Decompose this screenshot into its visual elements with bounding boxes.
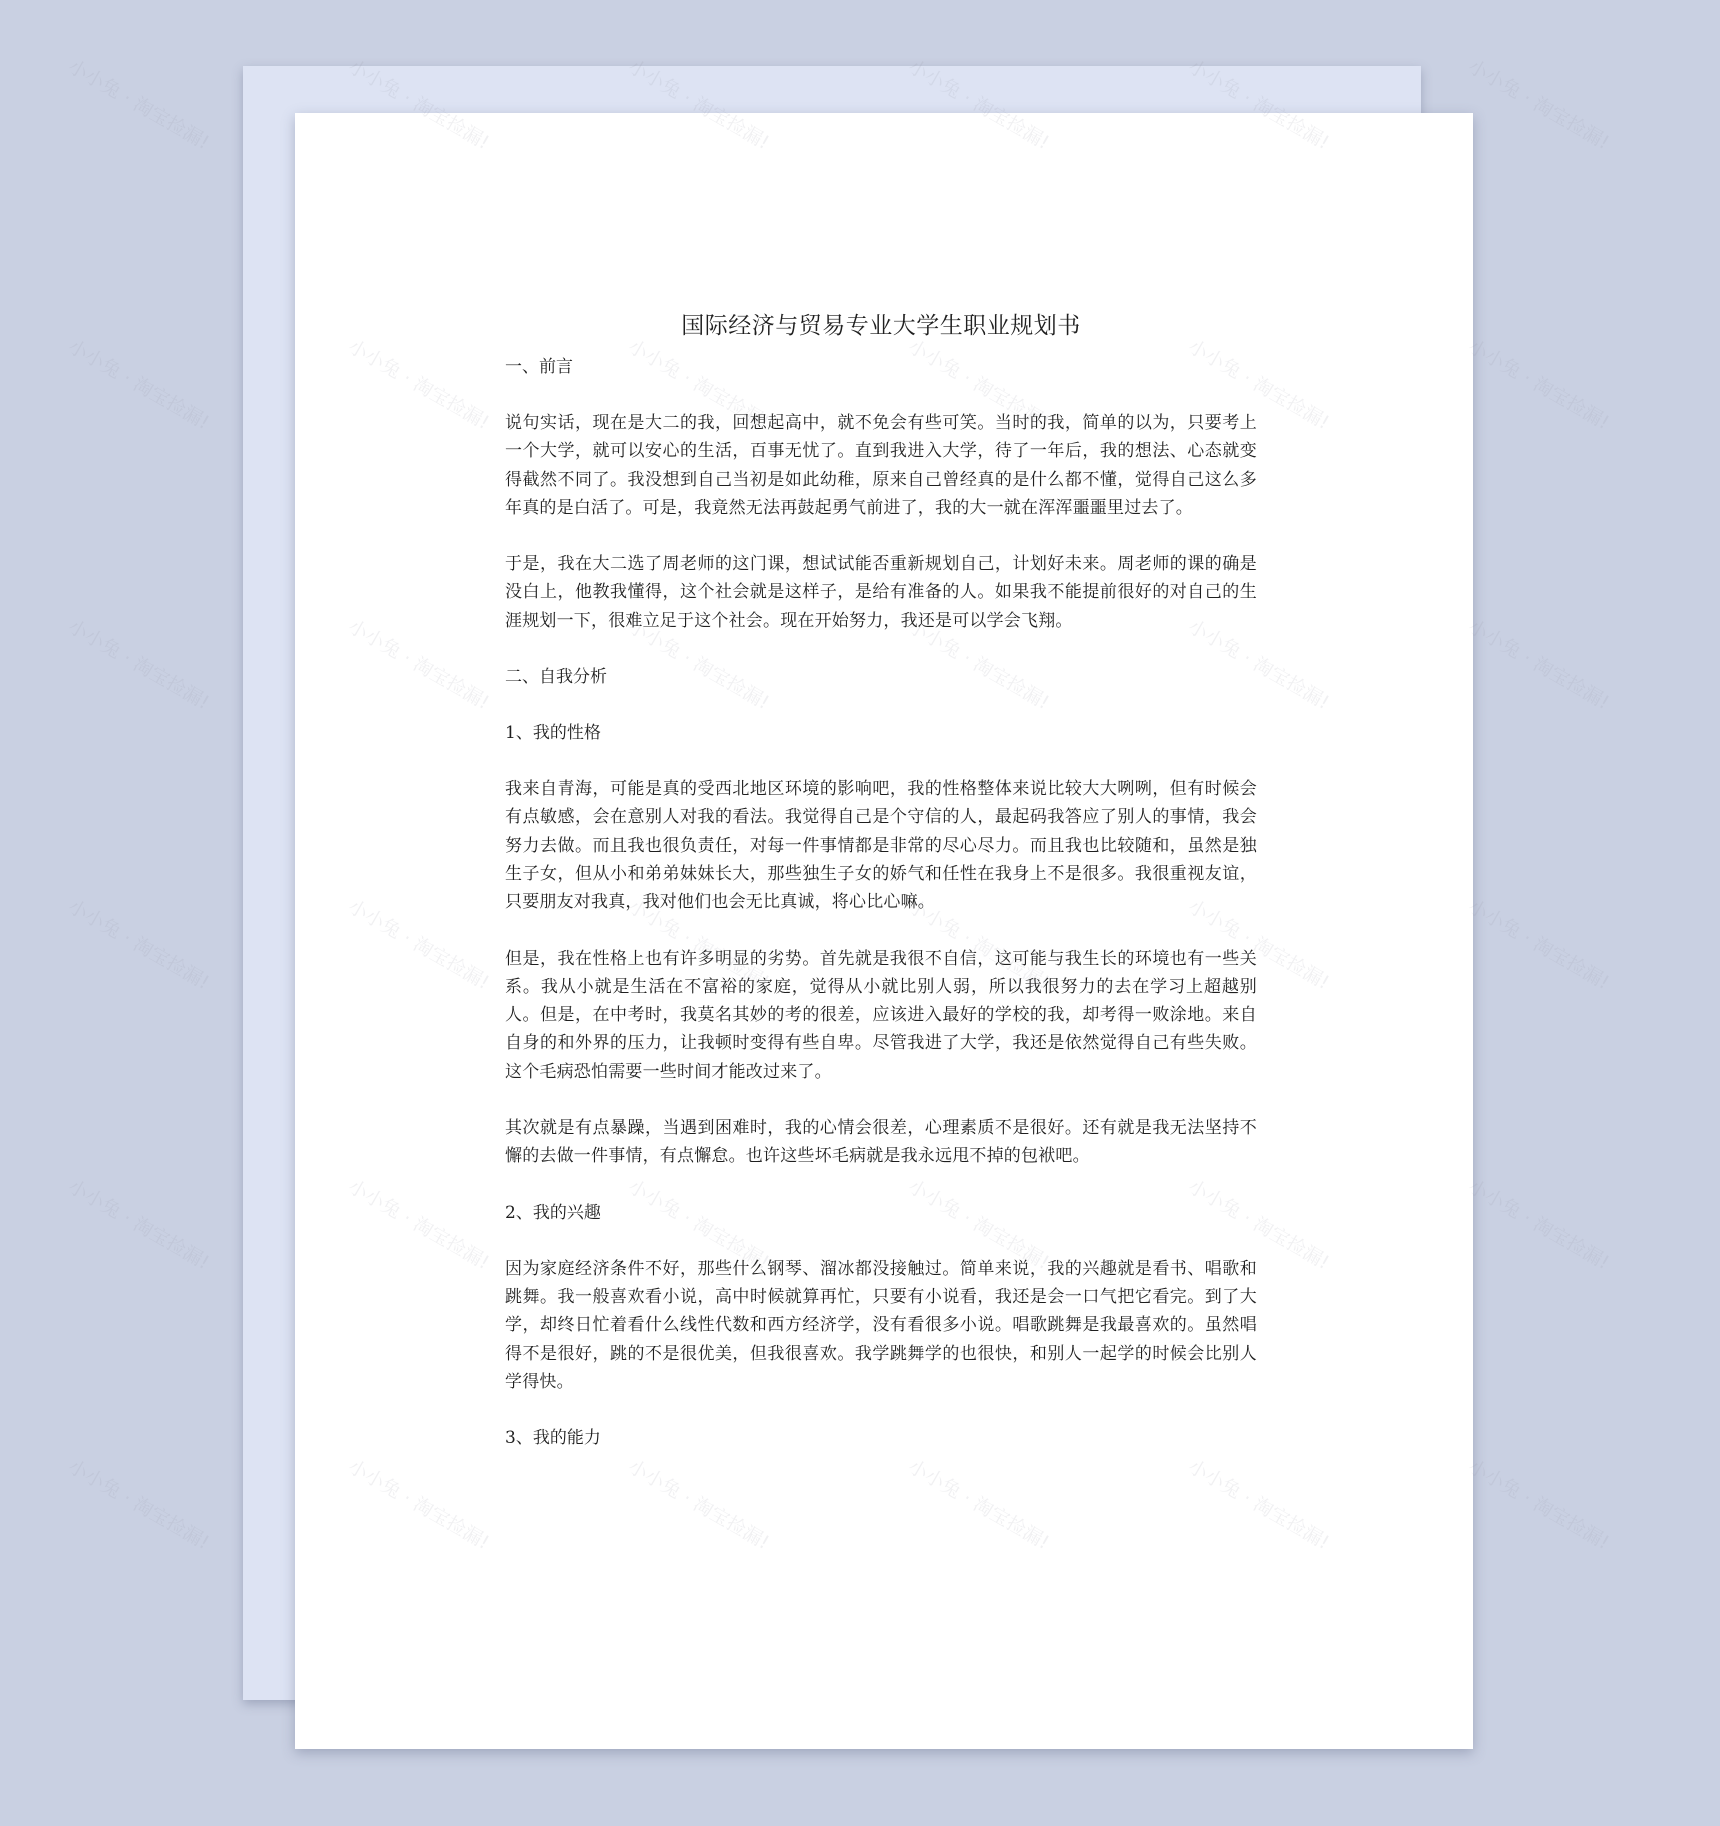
document-page xyxy=(295,113,1473,1749)
paragraph-personality-3: 其次就是有点暴躁，当遇到困难时，我的心情会很差，心理素质不是很好。还有就是我无法坚持不懈的去做一件事情，有点懈怠。也许这些坏毛病就是我永远甩不掉的包袱吧。 xyxy=(505,1118,1257,1167)
watermark-text: 小小兔 · 淘宝捡漏! xyxy=(64,1455,213,1555)
subheading-personality: 1、我的性格 xyxy=(505,723,601,744)
watermark-text: 小小兔 · 淘宝捡漏! xyxy=(1464,895,1613,995)
paragraph-interests: 因为家庭经济条件不好，那些什么钢琴、溜冰都没接触过。简单来说，我的兴趣就是看书、唱歌和跳舞。我一般喜欢看小说，高中时候就算再忙，只要有小说看，我还是会一口气把它看完。到了大学，却终日忙着看什么线性代数和西方经济学，没有看很多小说。唱歌跳舞是我最喜欢的。虽然唱得不是很好，跳的不是很优美，但我很喜欢。我学跳舞学的也很快，和别人一起学的时候会比别人学得快。 xyxy=(505,1258,1257,1392)
watermark-text: 小小兔 · 淘宝捡漏! xyxy=(1464,1175,1613,1275)
watermark-text: 小小兔 · 淘宝捡漏! xyxy=(64,895,213,995)
watermark-text: 小小兔 · 淘宝捡漏! xyxy=(64,55,213,155)
paragraph-preface-1: 说句实话，现在是大二的我，回想起高中，就不免会有些可笑。当时的我，简单的以为，只要考上一个大学，就可以安心的生活，百事无忧了。直到我进入大学，待了一年后，我的想法、心态就变得截然不同了。我没想到自己当初是如此幼稚，原来自己曾经真的是什么都不懂，觉得自己这么多年真的是白活了。可是，我竟然无法再鼓起勇气前进了，我的大一就在浑浑噩噩里过去了。 xyxy=(505,413,1257,518)
watermark-text: 小小兔 · 淘宝捡漏! xyxy=(64,615,213,715)
watermark-text: 小小兔 · 淘宝捡漏! xyxy=(64,335,213,435)
paragraph-personality-2: 但是，我在性格上也有许多明显的劣势。首先就是我很不自信，这可能与我生长的环境也有一些关系。我从小就是生活在不富裕的家庭，觉得从小就比别人弱，所以我很努力的去在学习上超越别人。但是，在中考时，我莫名其妙的考的很差，应该进入最好的学校的我，却考得一败涂地。来自自身的和外界的压力，让我顿时变得有些自卑。尽管我进了大学，我还是依然觉得自己有些失败。这个毛病恐怕需要一些时间才能改过来了。 xyxy=(505,948,1257,1082)
section-heading-self-analysis: 二、自我分析 xyxy=(505,667,607,688)
watermark-text: 小小兔 · 淘宝捡漏! xyxy=(1464,615,1613,715)
paragraph-personality-1: 我来自青海，可能是真的受西北地区环境的影响吧，我的性格整体来说比较大大咧咧，但有时候会有点敏感，会在意别人对我的看法。我觉得自己是个守信的人，最起码我答应了别人的事情，我会努力去做。而且我也很负责任，对每一件事情都是非常的尽心尽力。而且我也比较随和，虽然是独生子女，但从小和弟弟妹妹长大，那些独生子女的娇气和任性在我身上不是很多。我很重视友谊，只要朋友对我真，我对他们也会无比真诚，将心比心嘛。 xyxy=(505,779,1257,913)
section-heading-preface: 一、前言 xyxy=(505,357,573,377)
watermark-text: 小小兔 · 淘宝捡漏! xyxy=(1464,1455,1613,1555)
subheading-interests: 2、我的兴趣 xyxy=(505,1202,601,1223)
watermark-text: 小小兔 · 淘宝捡漏! xyxy=(1464,335,1613,435)
paragraph-preface-2: 于是，我在大二选了周老师的这门课，想试试能否重新规划自己，计划好未来。周老师的课的确是没白上，他教我懂得，这个社会就是这样子，是给有准备的人。如果我不能提前很好的对自己的生涯规划一下，很难立足于这个社会。现在开始努力，我还是可以学会飞翔。 xyxy=(505,554,1257,631)
subheading-abilities: 3、我的能力 xyxy=(505,1428,601,1449)
watermark-text: 小小兔 · 淘宝捡漏! xyxy=(64,1175,213,1275)
watermark-text: 小小兔 · 淘宝捡漏! xyxy=(1464,55,1613,155)
document-content xyxy=(505,309,1257,1480)
document-title: 国际经济与贸易专业大学生职业规划书 xyxy=(681,313,1081,339)
